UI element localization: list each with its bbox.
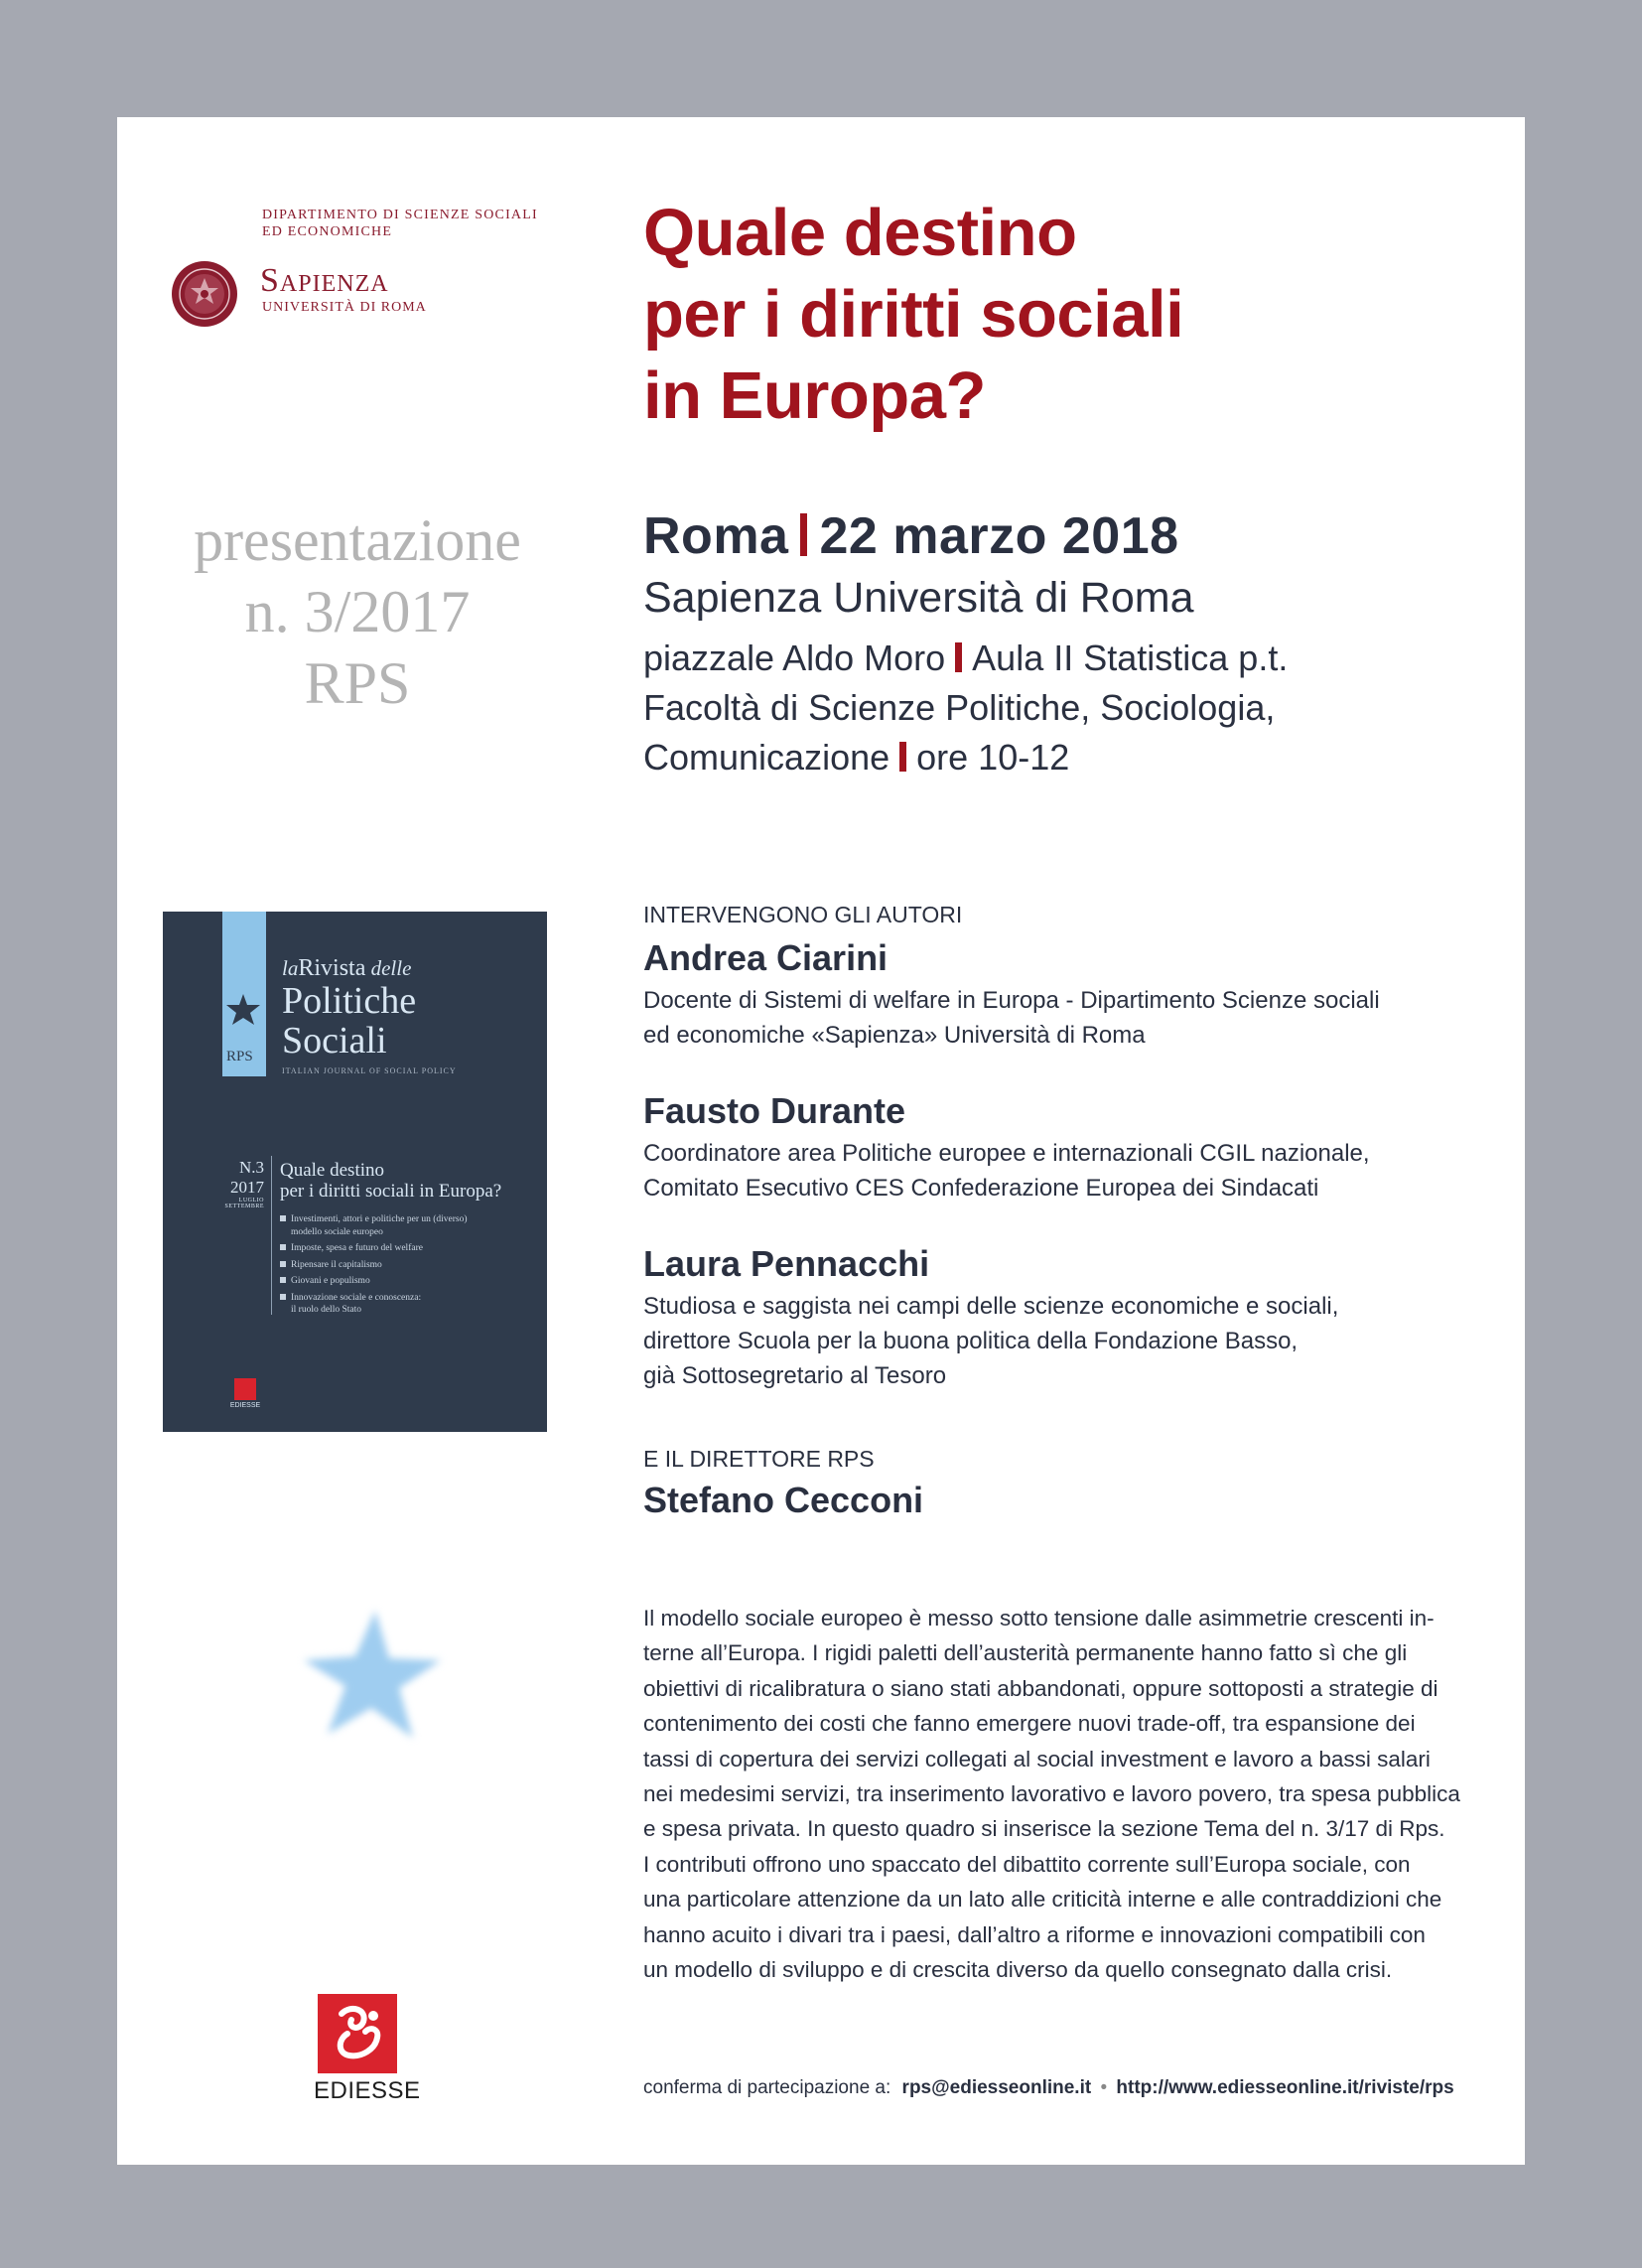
abstract-line: obiettivi di ricalibratura o siano stati abbandonati, oppure sottoposti a strategie di (643, 1675, 1438, 1701)
event-time: ore 10-12 (916, 737, 1070, 778)
cover-publisher-logo-icon (234, 1378, 256, 1400)
cover-issue-year: 2017 (230, 1178, 264, 1197)
director-name: Stefano Cecconi (643, 1480, 924, 1520)
department-line-1: DIPARTIMENTO DI SCIENZE SOCIALI (262, 208, 538, 222)
director-label: E IL DIRETTORE RPS (643, 1446, 875, 1472)
cover-topic: il ruolo dello Stato (291, 1305, 361, 1315)
cover-rps-badge: RPS (226, 1049, 253, 1064)
cover-issue-title (280, 1160, 501, 1202)
abstract-line: contenimento dei costi che fanno emergere nuovi trade-off, tra espansione dei (643, 1711, 1416, 1737)
footer-email-link[interactable]: rps@ediesseonline.it (901, 2077, 1092, 2098)
department-line-2: ED ECONOMICHE (262, 224, 393, 239)
institution-subtitle: UNIVERSITÀ DI ROMA (262, 300, 427, 315)
cover-topic: modello sociale europeo (291, 1226, 383, 1237)
footer-contact (643, 2077, 1454, 2099)
footer-label: conferma di partecipazione a: (643, 2077, 891, 2098)
cover-masthead-top (282, 955, 411, 982)
event-faculty-end: Comunicazione (643, 737, 890, 778)
cover-issue-title-2: per i diritti sociali in Europa? (280, 1181, 502, 1202)
event-venue: Sapienza Università di Roma (643, 574, 1194, 622)
abstract-line: un modello di sviluppo e di crescita diverso da quello consegnato dalla crisi. (643, 1957, 1393, 1983)
presentation-line-3: RPS (304, 650, 411, 716)
cover-divider (271, 1156, 272, 1315)
speaker-description (643, 1289, 1497, 1393)
speaker-description-line: Comitato Esecutivo CES Confederazione Europea dei Sindacati (643, 1175, 1319, 1202)
presentation-line-2: n. 3/2017 (244, 579, 471, 644)
journal-cover-image (163, 912, 547, 1432)
cover-masthead-title (282, 981, 416, 1061)
event-city: Roma (643, 507, 789, 565)
cover-topic: Giovani e populismo (280, 1275, 468, 1288)
presentation-line-1: presentazione (194, 507, 521, 573)
speaker-description-line: Docente di Sistemi di welfare in Europa - Dipartimento Scienze sociali (643, 987, 1380, 1014)
cover-topic: Innovazione sociale e conoscenza: (280, 1292, 468, 1305)
event-date (643, 506, 1179, 566)
cover-issue-months-2: SETTEMBRE (224, 1204, 264, 1209)
cover-topic: Ripensare il capitalismo (280, 1259, 468, 1272)
abstract-text (643, 1601, 1485, 1987)
event-room: Aula II Statistica p.t. (972, 638, 1289, 678)
title-line-3: in Europa? (643, 358, 986, 433)
cover-topic: Investimenti, attori e politiche per un (diverso) (280, 1213, 468, 1226)
speaker-name: Andrea Ciarini (643, 937, 889, 978)
speaker-name: Laura Pennacchi (643, 1243, 930, 1284)
abstract-line: I contributi offrono uno spaccato del dibattito corrente sull’Europa sociale, con (643, 1851, 1411, 1877)
speaker-description-line: direttore Scuola per la buona politica della Fondazione Basso, (643, 1328, 1299, 1354)
abstract-line: nei medesimi servizi, tra inserimento lavorativo e lavoro povero, tra spesa pubblica (643, 1781, 1460, 1807)
footer-separator: • (1100, 2077, 1108, 2098)
abstract-line: terne all’Europa. I rigidi paletti dell’austerità permanente hanno fatto sì che gli (643, 1640, 1408, 1666)
separator-bar (955, 642, 962, 672)
abstract-line: e spesa privata. In questo quadro si inserisce la sezione Tema del n. 3/17 di Rps. (643, 1816, 1445, 1842)
event-title (643, 193, 1457, 437)
cover-star-icon (224, 993, 262, 1027)
event-faculty-line-1: Facoltà di Scienze Politiche, Sociologia, (643, 687, 1276, 728)
abstract-line: tassi di copertura dei servizi collegati al social investment e lavoro a bassi salari (643, 1746, 1431, 1772)
cover-rivista: Rivista (298, 955, 366, 981)
cover-topic: Imposte, spesa e futuro del welfare (280, 1242, 468, 1255)
cover-politiche: Politiche (282, 980, 417, 1022)
institution-name: Sapienza (260, 262, 389, 299)
speaker-description-line: Studiosa e saggista nei campi delle scienze economiche e sociali, (643, 1293, 1339, 1320)
cover-topics (280, 1213, 468, 1317)
title-line-2: per i diritti sociali (643, 277, 1184, 352)
speaker-description (643, 1136, 1497, 1205)
cover-la: la (282, 956, 299, 980)
speaker-description-line: già Sottosegretario al Tesoro (643, 1362, 947, 1389)
cover-issue (183, 1158, 264, 1209)
ediesse-logo-icon (318, 1994, 397, 2073)
separator-bar (899, 742, 906, 772)
footer-url-link[interactable]: http://www.ediesseonline.it/riviste/rps (1116, 2077, 1454, 2098)
speakers-label: INTERVENGONO GLI AUTORI (643, 902, 963, 927)
department-name (262, 207, 560, 240)
abstract-line: una particolare attenzione da un lato alle criticità interne e alle contraddizioni che (643, 1887, 1442, 1913)
cover-delle: delle (370, 956, 412, 980)
publisher-name: EDIESSE (314, 2077, 421, 2104)
title-line-1: Quale destino (643, 196, 1077, 270)
cover-issue-title-1: Quale destino (280, 1160, 385, 1181)
event-address-line (643, 638, 1288, 679)
speaker-description-line: ed economiche «Sapienza» Università di Roma (643, 1022, 1146, 1049)
cover-issue-months-1: LUGLIO (238, 1198, 264, 1204)
presentation-label (159, 504, 556, 719)
speaker-description (643, 983, 1497, 1053)
abstract-line: hanno acuito i divari tra i paesi, dall’altro a riforme e innovazioni compatibili con (643, 1921, 1426, 1947)
speaker-name: Fausto Durante (643, 1090, 906, 1131)
event-address: piazzale Aldo Moro (643, 638, 946, 678)
event-day: 22 marzo 2018 (819, 507, 1179, 565)
speaker-description-line: Coordinatore area Politiche europee e internazionali CGIL nazionale, (643, 1140, 1370, 1167)
separator-bar (800, 513, 807, 556)
star-icon (296, 1599, 445, 1748)
cover-publisher: EDIESSE (229, 1402, 261, 1409)
cover-sociali: Sociali (282, 1020, 387, 1062)
abstract-line: Il modello sociale europeo è messo sotto tensione dalle asimmetrie crescenti in- (643, 1606, 1435, 1630)
sapienza-seal-icon (171, 260, 238, 328)
cover-issue-number: N.3 (238, 1158, 264, 1177)
event-faculty-line-2 (643, 737, 1069, 779)
cover-subtitle: ITALIAN JOURNAL OF SOCIAL POLICY (282, 1066, 457, 1075)
